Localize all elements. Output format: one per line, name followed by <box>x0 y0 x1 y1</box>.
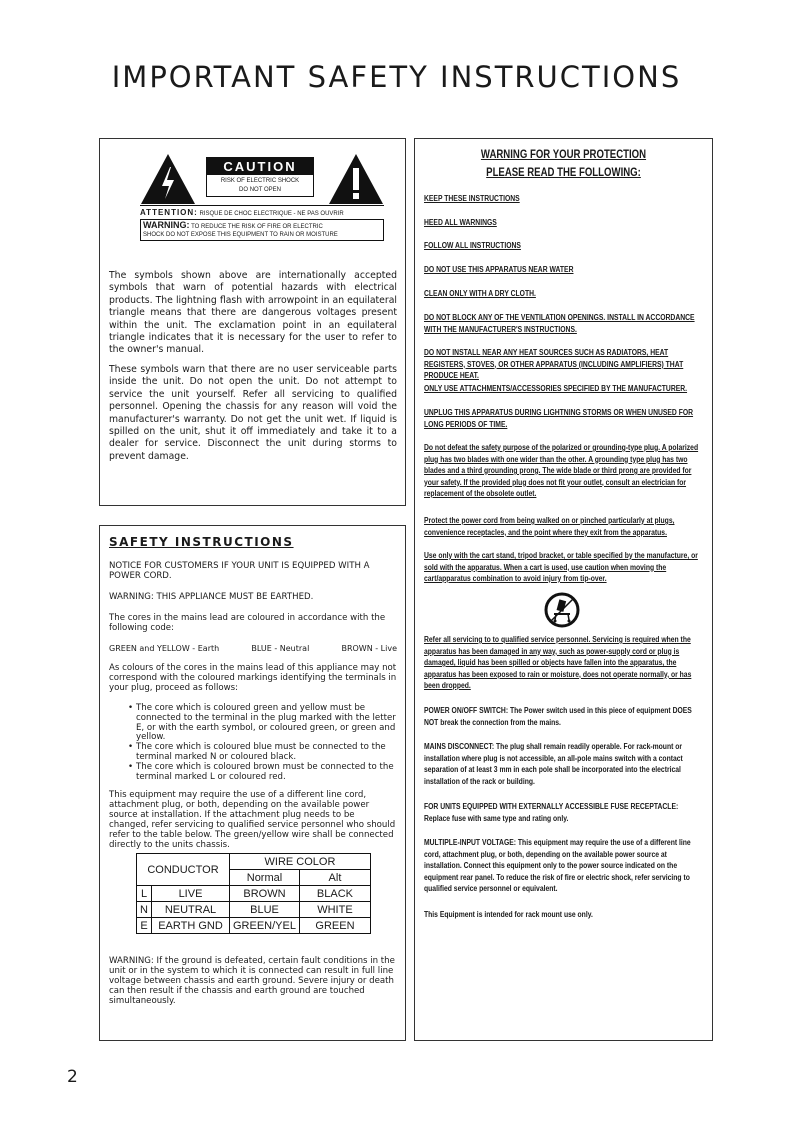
warning-line <box>140 219 384 241</box>
list-item: DO NOT USE THIS APPARATUS NEAR WATER <box>424 264 574 274</box>
list-item: UNPLUG THIS APPARATUS DURING LIGHTNING STORMS OR WHEN UNUSED FOR LONG PERIODS OF TIME. <box>424 407 694 429</box>
colours-paragraph: As colours of the cores in the mains lead of this appliance may not correspond with the coloured markings identifying the terminals in your plug, proceed as follows: <box>109 663 397 693</box>
conductor-header: CONDUCTOR <box>137 854 230 886</box>
attention-text: RISQUE DE CHOC ELECTRIQUE - NE PAS OUVRIR <box>199 211 344 217</box>
row-name: LIVE <box>152 886 230 902</box>
protection-warning-box <box>414 138 713 1041</box>
row-normal: BROWN <box>230 886 300 902</box>
list-item: Do not defeat the safety purpose of the polarized or grounding-type plug. A polarized plug has two blades with one wider than the other. A grounding type plug has two blades and a third grounding prong. The wide blade or third prong are provided for your safety. If the provided plug does not fit your outlet, consult an electrician for replacement of the obsolete outlet. <box>424 442 699 498</box>
list-item: POWER ON/OFF SWITCH: The Power switch used in this piece of equipment DOES NOT break the connection from the mains. <box>424 705 692 727</box>
list-item: Protect the power cord from being walked on or pinched particularly at plugs, convenience receptacles, and the point where they exit from the apparatus. <box>424 515 675 537</box>
earthed-warning: WARNING: THIS APPLIANCE MUST BE EARTHED. <box>109 592 314 602</box>
row-normal: BLUE <box>230 902 300 918</box>
wire-color-table <box>136 853 371 934</box>
list-item: FOLLOW ALL INSTRUCTIONS <box>424 240 521 250</box>
warning-heading-2: PLEASE READ THE FOLLOWING: <box>486 165 641 179</box>
list-item: HEED ALL WARNINGS <box>424 217 497 227</box>
normal-header: Normal <box>230 870 300 886</box>
lightning-triangle-icon <box>140 153 196 205</box>
row-normal: GREEN/YEL <box>230 918 300 934</box>
list-item: DO NOT INSTALL NEAR ANY HEAT SOURCES SUCH AS RADIATORS, HEAT REGISTERS, STOVES, OR OTHER APPARATUS (INCLUDING AMPLIFIERS) THAT PRODUCE HEAT. <box>424 347 684 380</box>
row-alt: BLACK <box>299 886 370 902</box>
list-item: KEEP THESE INSTRUCTIONS <box>424 193 520 203</box>
list-item: MAINS DISCONNECT: The plug shall remain readily operable. For rack-mount or installation where plug is not accessible, an all-pole mains switch with a contact separation of at least 3 mm in each pole shall be incorporated into the electrical installation of the rack or building. <box>424 741 683 786</box>
warning-heading-1: WARNING FOR YOUR PROTECTION <box>480 147 647 161</box>
caution-box <box>206 157 314 197</box>
page-number: 2 <box>67 1067 78 1087</box>
ground-warning: WARNING: If the ground is defeated, certain fault conditions in the unit or in the system to which it is connected can result in full line voltage between chassis and earth ground. Severe injury or death can then result if the chassis and earth ground are touched simultaneously. <box>109 956 395 1006</box>
list-item: MULTIPLE-INPUT VOLTAGE: This equipment may require the use of a different line cord, attachment plug, or both, depending on the available power source at installation. Connect this equipment only to the power source indicated on the equipment rear panel. To reduce the risk of fire or electric shock, refer servicing to qualified service personnel or equivalent. <box>424 837 691 893</box>
code-live: BROWN - Live <box>341 644 397 653</box>
list-item: FOR UNITS EQUIPPED WITH EXTERNALLY ACCESSIBLE FUSE RECEPTACLE: Replace fuse with same type and rating only. <box>424 801 679 823</box>
row-letter: L <box>137 886 152 902</box>
row-letter: E <box>137 918 152 934</box>
row-letter: N <box>137 902 152 918</box>
list-item: Use only with the cart stand, tripod bracket, or table specified by the manufacture, or sold with the apparatus. When a cart is used, use caution when moving the cart/apparatus combination to avoid injury from tip-over. <box>424 550 698 583</box>
list-item: ONLY USE ATTACHMENTS/ACCESSORIES SPECIFIED BY THE MANUFACTURER. <box>424 383 688 393</box>
caution-label-graphic <box>140 153 384 237</box>
row-alt: WHITE <box>299 902 370 918</box>
attention-label: ATTENTION: <box>140 208 198 217</box>
notice-text: NOTICE FOR CUSTOMERS IF YOUR UNIT IS EQUIPPED WITH A POWER CORD. <box>109 561 370 581</box>
attention-line <box>140 205 384 217</box>
cores-intro: The cores in the mains lead are coloured in accordance with the following code: <box>109 613 386 633</box>
list-item: This Equipment is intended for rack mount use only. <box>424 909 593 919</box>
caution-subtext-1: RISK OF ELECTRIC SHOCK <box>220 178 300 184</box>
list-item: • The core which is coloured brown must be connected to the terminal marked L or coloured red. <box>128 763 398 783</box>
table-row <box>137 918 371 934</box>
list-item: • The core which is coloured blue must be connected to the terminal marked N or coloured black. <box>128 743 398 763</box>
table-row <box>137 902 371 918</box>
list-item: CLEAN ONLY WITH A DRY CLOTH. <box>424 288 536 298</box>
cart-tipover-icon <box>544 592 580 628</box>
symbols-box <box>99 138 406 506</box>
colour-code-row <box>109 644 397 653</box>
code-earth: GREEN and YELLOW - Earth <box>109 644 220 653</box>
wire-color-header: WIRE COLOR <box>230 854 371 870</box>
code-neutral: BLUE - Neutral <box>251 644 310 653</box>
exclamation-triangle-icon <box>328 153 384 205</box>
safety-instructions-box <box>99 525 406 1041</box>
row-name: NEUTRAL <box>152 902 230 918</box>
warning-text-2: SHOCK DO NOT EXPOSE THIS EQUIPMENT TO RAIN OR MOISTURE <box>143 232 338 238</box>
warning-label: WARNING: <box>143 220 190 230</box>
list-item: Refer all servicing to to qualified service personnel. Servicing is required when the apparatus has been damaged in any way, such as power-supply cord or plug is damaged, liquid has been spilled or objects have fallen into the apparatus, the apparatus has been exposed to rain or moisture, does not operate normally, or has been dropped. <box>424 634 692 690</box>
list-item: • The core which is coloured green and yellow must be connected to the terminal in the plug marked with the letter E, or with the earth symbol, or coloured green, or green and yellow. <box>128 704 398 743</box>
caution-title: CAUTION <box>207 158 313 175</box>
warning-text-1: TO REDUCE THE RISK OF FIRE OR ELECTRIC <box>191 224 323 230</box>
caution-subtext-2: DO NOT OPEN <box>239 187 281 193</box>
symbols-paragraph-2: These symbols warn that there are no user serviceable parts inside the unit. Do not open the unit. Do not attempt to service the unit yourself. Refer all servicing to qualified personnel. Opening the chassis for any reason will void the manufacturer's warranty. Do not get the unit wet. If liquid is spilled on the unit, shut it off immediately and take it to a dealer for service. Disconnect the unit during storms to prevent damage. <box>109 364 397 462</box>
table-row <box>137 854 371 870</box>
core-bullet-list <box>128 704 398 782</box>
table-row <box>137 886 371 902</box>
row-name: EARTH GND <box>152 918 230 934</box>
symbols-paragraph-1: The symbols shown above are internationally accepted symbols that warn of potential hazards with electrical products. The lightning flash with arrowpoint in an equilateral triangle means that there are dangerous voltages present within the unit. The exclamation point in an equilateral triangle indicates that it is necessary for the user to refer to the owner's manual. <box>109 270 397 356</box>
equipment-paragraph: This equipment may require the use of a different line cord, attachment plug, or both, depending on the available power source at installation. If the attachment plug needs to be changed, refer servicing to qualified service personnel who should refer to the table below. The green/yellow wire shall be connected directly to the units chassis. <box>109 790 396 850</box>
row-alt: GREEN <box>299 918 370 934</box>
page-title: IMPORTANT SAFETY INSTRUCTIONS <box>111 60 682 94</box>
alt-header: Alt <box>299 870 370 886</box>
safety-heading: SAFETY INSTRUCTIONS <box>109 535 294 549</box>
list-item: DO NOT BLOCK ANY OF THE VENTILATION OPENINGS. INSTALL IN ACCORDANCE WITH THE MANUFACTURER'S INSTRUCTIONS. <box>424 312 695 334</box>
